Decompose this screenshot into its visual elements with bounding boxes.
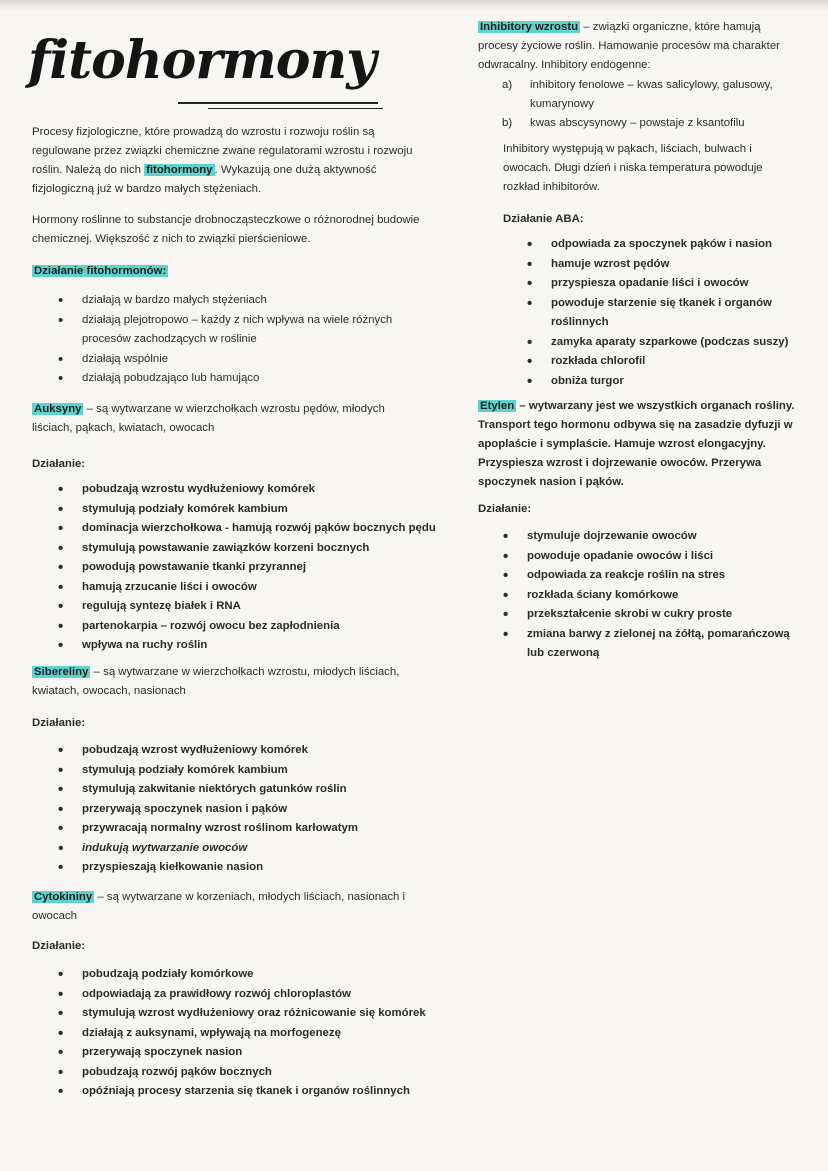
list-item: • działają plejotropowo – każdy z nich wpływa na wiele różnych procesów zachodzących w roślinie bbox=[58, 311, 418, 350]
list-item: • zamyka aparaty szparkowe (podczas suszy) bbox=[527, 333, 797, 353]
inhibitory-paragraph: Inhibitory występują w pąkach, liściach, bulwach i owocach. Długi dzień i niska temperatura powoduje rozkład inhibitorów. bbox=[503, 143, 763, 193]
list-item: • regulują syntezę białek i RNA bbox=[58, 597, 438, 617]
intro-text-end: . Wykazują one dużą aktywność fizjologiczną już w bardzo małych stężeniach. bbox=[32, 164, 377, 195]
list-item: • przyspiesza opadanie liści i owoców bbox=[527, 274, 797, 294]
list-item: • powoduje opadanie owoców i liści bbox=[503, 547, 798, 567]
etylen-desc: – wytwarzany jest we wszystkich organach rośliny. Transport tego hormonu odbywa się na zasadzie dyfuzji w apoplaście i symplaście. Hamuje wzrost elongacyjny. Przyspiesza wzrost i dojrzewanie owoców. Przerywa spoczynek nasion i pąków. bbox=[478, 400, 795, 488]
etylen-heading: Działanie: bbox=[478, 503, 532, 515]
dzialanie-heading bbox=[32, 262, 168, 281]
list-item: • odpowiadają za prawidłowy rozwój chloroplastów bbox=[58, 985, 438, 1005]
aba-heading: Działanie ABA: bbox=[503, 213, 584, 225]
highlight-fitohormony: fitohormony bbox=[146, 164, 213, 176]
gibereliny-label: Sibereliny bbox=[34, 666, 89, 678]
cytokininy-intro bbox=[32, 888, 427, 926]
list-item: • rozkłada ściany komórkowe bbox=[503, 586, 798, 606]
auksyny-label: Auksyny bbox=[34, 403, 82, 415]
etylen-intro bbox=[478, 397, 800, 492]
list-item: • partenokarpia – rozwój owocu bez zapłodnienia bbox=[58, 617, 438, 637]
list-marker: a) bbox=[502, 79, 513, 91]
list-item: • wpływa na ruchy roślin bbox=[58, 636, 438, 656]
title-underline-2 bbox=[208, 108, 383, 109]
list-item: • odpowiada za spoczynek pąków i nasion bbox=[527, 235, 797, 255]
dzialanie-heading-text: Działanie fitohormonów: bbox=[34, 265, 167, 277]
list-item: • powoduje starzenie się tkanek i organów roślinnych bbox=[527, 294, 797, 333]
cytokininy-heading: Działanie: bbox=[32, 940, 86, 952]
auksyny-intro bbox=[32, 400, 422, 438]
list-item: • pobudzają rozwój pąków bocznych bbox=[58, 1063, 438, 1083]
list-item: • pobudzają wzrostu wydłużeniowy komórek bbox=[58, 480, 438, 500]
intro-paragraph-2: Hormony roślinne to substancje drobnocząsteczkowe o różnorodnej budowie chemicznej. Większość z nich to związki pierścieniowe. bbox=[32, 214, 420, 245]
auksyny-heading: Działanie: bbox=[32, 458, 86, 470]
list-item: • rozkłada chlorofil bbox=[527, 352, 797, 372]
gibereliny-desc: – są wytwarzane w wierzchołkach wzrostu, młodych liściach, kwiatach, owocach, nasionach bbox=[32, 666, 400, 697]
auksyny-list bbox=[58, 480, 438, 656]
list-item bbox=[502, 76, 802, 114]
dzialanie-list bbox=[58, 291, 418, 389]
list-item: • stymuluje dojrzewanie owoców bbox=[503, 527, 798, 547]
title-block bbox=[28, 30, 376, 110]
list-item: • stymulują wzrost wydłużeniowy oraz różnicowanie się komórek bbox=[58, 1004, 438, 1024]
list-item: • hamują zrzucanie liści i owoców bbox=[58, 578, 438, 598]
list-item: • działają z auksynami, wpływają na morfogenezę bbox=[58, 1024, 438, 1044]
list-item: • indukują wytwarzanie owoców bbox=[58, 839, 438, 859]
intro-paragraph-1 bbox=[32, 123, 432, 199]
list-item: • odpowiada za reakcje roślin na stres bbox=[503, 566, 798, 586]
list-item: • pobudzają wzrost wydłużeniowy komórek bbox=[58, 741, 438, 761]
list-item: • działają w bardzo małych stężeniach bbox=[58, 291, 418, 311]
list-marker: b) bbox=[502, 117, 513, 129]
inhibitory-label: Inhibitory wzrostu bbox=[480, 21, 579, 33]
list-item: • przywracają normalny wzrost roślinom karłowatym bbox=[58, 819, 438, 839]
page-top-shadow bbox=[0, 0, 828, 10]
list-item: • hamuje wzrost pędów bbox=[527, 255, 797, 275]
list-item: • stymulują powstawanie zawiązków korzeni bocznych bbox=[58, 539, 438, 559]
inhibitory-desc: – związki organiczne, które hamują procesy życiowe roślin. Hamowanie procesów ma charakter odwracalny. Inhibitory endogenne: bbox=[478, 21, 780, 71]
list-item: • działają pobudzająco lub hamująco bbox=[58, 369, 418, 389]
list-item: • dominacja wierzchołkowa - hamują rozwój pąków bocznych pędu bbox=[58, 519, 438, 539]
list-item: • stymulują zakwitanie niektórych gatunków roślin bbox=[58, 780, 438, 800]
inhibitory-list bbox=[502, 76, 802, 133]
list-item: • przekształcenie skrobi w cukry proste bbox=[503, 605, 798, 625]
cytokininy-desc: – są wytwarzane w korzeniach, młodych liściach, nasionach i owocach bbox=[32, 891, 406, 922]
cytokininy-list bbox=[58, 965, 438, 1102]
intro-text: Procesy fizjologiczne, które prowadzą do wzrostu i rozwoju roślin są regulowane przez związki chemiczne zwane regulatorami wzrostu i rozwoju roślin. Należą do nich bbox=[32, 126, 413, 176]
title-underline bbox=[178, 102, 378, 104]
cytokininy-label: Cytokininy bbox=[34, 891, 93, 903]
etylen-label: Etylen bbox=[480, 400, 515, 412]
list-item: • przerywają spoczynek nasion bbox=[58, 1043, 438, 1063]
list-item: • przerywają spoczynek nasion i pąków bbox=[58, 800, 438, 820]
etylen-list bbox=[503, 527, 798, 664]
auksyny-desc: – są wytwarzane w wierzchołkach wzrostu pędów, młodych liściach, pąkach, kwiatach, owocach bbox=[32, 403, 385, 434]
inhibitory-intro bbox=[478, 18, 798, 75]
gibereliny-list bbox=[58, 741, 438, 878]
page-title: fitohormony bbox=[28, 30, 376, 91]
list-item: • opóźniają procesy starzenia się tkanek i organów roślinnych bbox=[58, 1082, 438, 1102]
list-item: • pobudzają podziały komórkowe bbox=[58, 965, 438, 985]
list-item: • stymulują podziały komórek kambium bbox=[58, 500, 438, 520]
list-item-text: inhibitory fenolowe – kwas salicylowy, galusowy, kumarynowy bbox=[530, 79, 773, 110]
aba-list bbox=[527, 235, 797, 391]
list-item: • przyspieszają kiełkowanie nasion bbox=[58, 858, 438, 878]
list-item-text: kwas abscysynowy – powstaje z ksantofilu bbox=[530, 117, 745, 129]
list-item: • stymulują podziały komórek kambium bbox=[58, 761, 438, 781]
list-item: • zmiana barwy z zielonej na żółtą, pomarańczową lub czerwoną bbox=[503, 625, 798, 664]
list-item: • obniża turgor bbox=[527, 372, 797, 392]
list-item: • działają wspólnie bbox=[58, 350, 418, 370]
list-item: • powodują powstawanie tkanki przyrannej bbox=[58, 558, 438, 578]
gibereliny-heading: Działanie: bbox=[32, 717, 86, 729]
gibereliny-intro bbox=[32, 663, 427, 701]
list-item bbox=[502, 114, 802, 133]
